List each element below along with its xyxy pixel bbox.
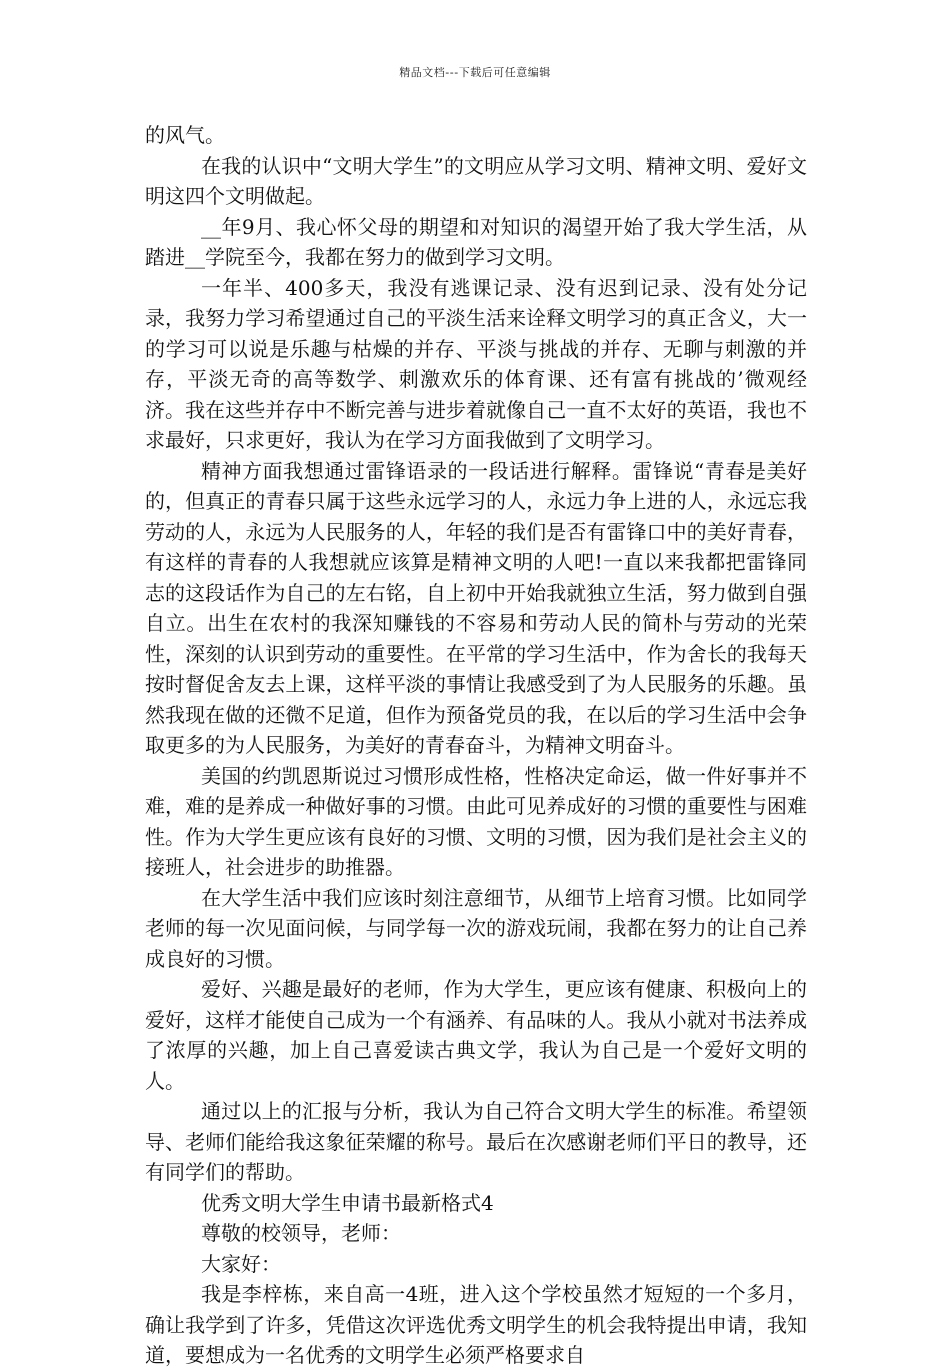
paragraph: 精神方面我想通过雷锋语录的一段话进行解释。雷锋说“青春是美好的，但真正的青春只属于这些永远学习的人，永远力争上进的人，永远忘我劳动的人，永远为人民服务的人，年轻的我们是否有雷锋口中的美好青春，有这样的青春的人我想就应该算是精神文明的人吧!一直以来我都把雷锋同志的这段话作为自己的左右铭，自上初中开始我就独立生活，努力做到自强自立。出生在农村的我深知赚钱的不容易和劳动人民的简朴与劳动的光荣性，深刻的认识到劳动的重要性。在平常的学习生活中，作为舍长的我每天按时督促舍友去上课，这样平淡的事情让我感受到了为人民服务的乐趣。虽然我现在做的还微不足道，但作为预备党员的我，在以后的学习生活中会争取更多的为人民服务，为美好的青春奋斗，为精神文明奋斗。 [145,458,807,757]
paragraph: 在大学生活中我们应该时刻注意细节，从细节上培育习惯。比如同学老师的每一次见面问候，与同学每一次的游戏玩闹，我都在努力的让自己养成良好的习惯。 [145,885,807,971]
paragraph: 美国的约凯恩斯说过习惯形成性格，性格决定命运，做一件好事并不难，难的是养成一种做好事的习惯。由此可见养成好的习惯的重要性与困难性。作为大学生更应该有良好的习惯、文明的习惯，因为我们是社会主义的接班人，社会进步的助推器。 [145,763,807,879]
paragraph: 爱好、兴趣是最好的老师，作为大学生，更应该有健康、积极向上的爱好，这样才能使自己成为一个有涵养、有品味的人。我从小就对书法养成了浓厚的兴趣，加上自己喜爱读古典文学，我认为自己是一个爱好文明的人。 [145,977,807,1093]
salutation: 尊敬的校领导，老师： [201,1221,401,1245]
document-body [145,120,807,1371]
greeting: 大家好： [201,1251,281,1276]
paragraph: 的风气。 [145,123,225,147]
paragraph: __年9月、我心怀父母的期望和对知识的渴望开始了我大学生活，从踏进__学院至今，我都在努力的做到学习文明。 [145,214,807,269]
paragraph: 我是李梓栋，来自高一4班，进入这个学校虽然才短短的一个多月，确让我学到了许多，凭借这次评选优秀文明学生的机会我特提出申请，我知道，要想成为一名优秀的文明学生必须严格要求自 [145,1282,807,1367]
paragraph: 在我的认识中“文明大学生”的文明应从学习文明、精神文明、爱好文明这四个文明做起。 [145,153,807,208]
paragraph: 通过以上的汇报与分析，我认为自己符合文明大学生的标准。希望领导、老师们能给我这象征荣耀的称号。最后在次感谢老师们平日的教导，还有同学们的帮助。 [145,1099,807,1184]
section-heading: 优秀文明大学生申请书最新格式4 [201,1190,494,1215]
page-header: 精品文档---下载后可任意编辑 [399,66,551,79]
paragraph: 一年半、400多天，我没有逃课记录、没有迟到记录、没有处分记录，我努力学习希望通过自己的平淡生活来诠释文明学习的真正含义，大一的学习可以说是乐趣与枯燥的并存、平淡与挑战的并存、无聊与刺激的并存，平淡无奇的高等数学、刺激欢乐的体育课、还有富有挑战的’微观经济。我在这些并存中不断完善与进步着就像自己一直不太好的英语，我也不求最好，只求更好，我认为在学习方面我做到了文明学习。 [145,275,807,452]
